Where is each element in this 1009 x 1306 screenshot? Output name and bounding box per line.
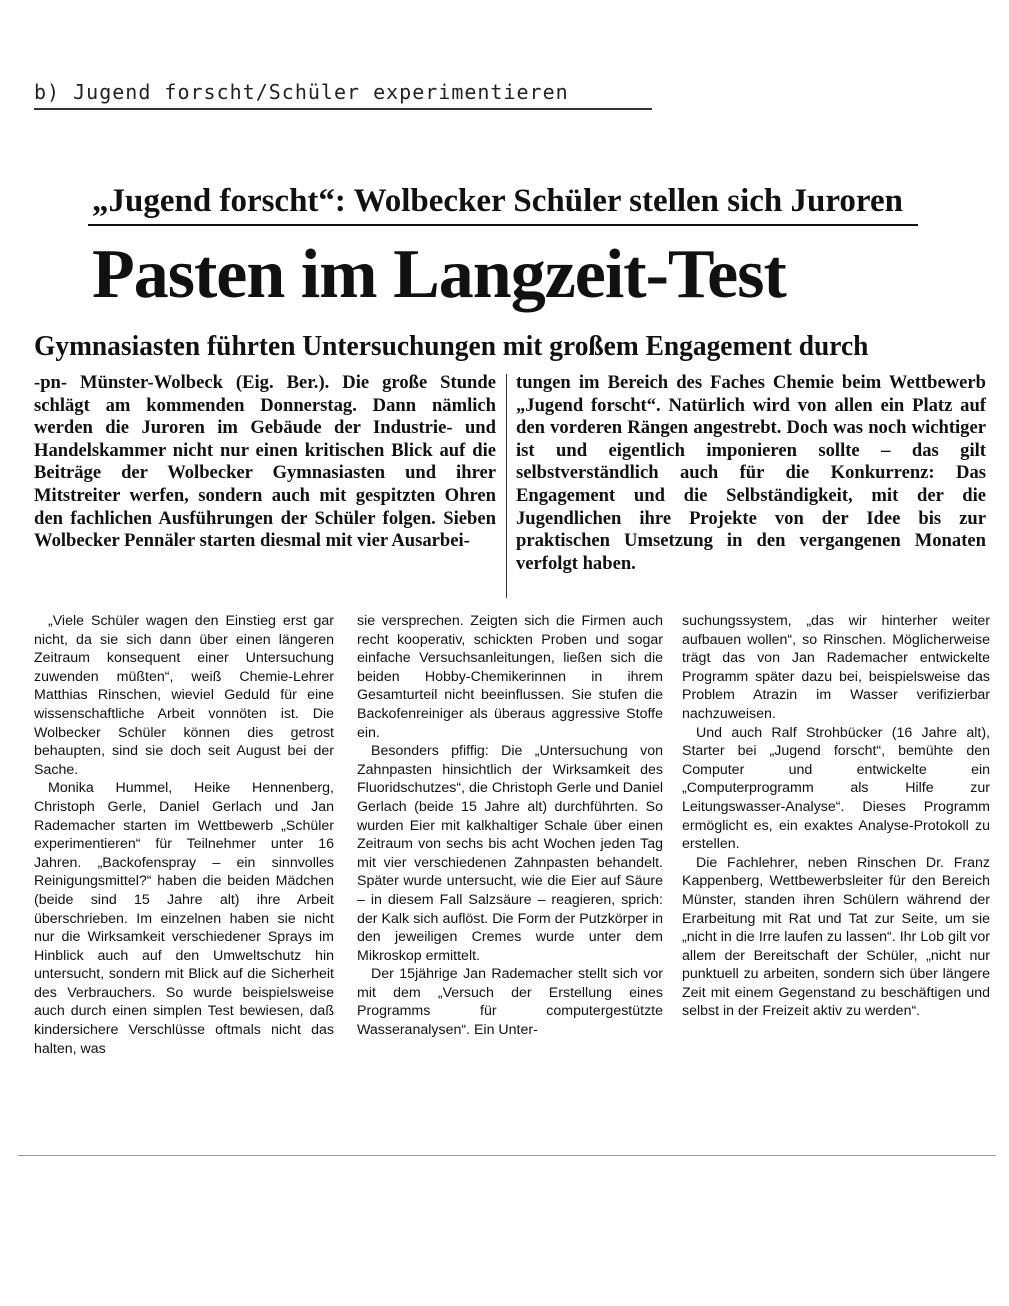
body-paragraph: Monika Hummel, Heike Hennenberg, Christoph Gerle, Daniel Gerlach und Jan Rademacher starten im Wettbewerb „Schüler experimentieren“ für Teilnehmer unter 16 Jahren. „Backofenspray – ein sinnvolles Reinigungsmittel?“ haben die beiden Mädchen (beide sind 15 Jahre alt) ihre Arbeit überschrieben. Im einzelnen haben sie nicht nur die Wirksamkeit verschiedener Sprays im Hinblick auch auf den Umweltschutz hin untersucht, sondern mit Blick auf die Sicherheit des Verbrauchers. So wurde beispielsweise auch durch einen simplen Test bewiesen, daß kindersichere Verschlüsse oftmals nicht das halten, was xyxy=(34,780,334,1057)
body-paragraph: sie versprechen. Zeigten sich die Firmen auch recht kooperativ, schickten Proben und sogar einfache Versuchsanleitungen, ließen sich die beiden Hobby-Chemikerinnen in ihrem Gesamturteil nicht beeinflussen. Sie stufen die Backofenreiniger als überaus aggressive Stoffe ein. xyxy=(357,613,663,741)
lead-paragraph-left: -pn- Münster-Wolbeck (Eig. Ber.). Die große Stunde schlägt am kommenden Donnerstag. Dann nämlich werden die Juroren im Gebäude der Industrie- und Handelskammer nicht nur einen kritischen Blick auf die Beiträge der Wolbecker Gymnasiasten und ihrer Mitstreiter werfen, sondern auch mit gespitzten Ohren den fachlichen Ausführungen der Schüler folgen. Sieben Wolbecker Pennäler starten diesmal mit vier Ausarbei- xyxy=(34,372,496,552)
body-column-2 xyxy=(357,612,663,1040)
subheadline: Gymnasiasten führten Untersuchungen mit großem Engagement durch xyxy=(34,331,869,362)
file-label: b) Jugend forscht/Schüler experimentieren xyxy=(34,80,569,104)
clipping-bottom-edge xyxy=(18,1155,996,1156)
lead-paragraph-right: tungen im Bereich des Faches Chemie beim Wettbewerb „Jugend forscht“. Natürlich wird von allen ein Platz auf den vorderen Rängen angestrebt. Doch was noch wichtiger ist und eigentlich imponieren sollte – das gilt selbstverständlich auch für die Konkurrenz: Das Engagement und die Selbständigkeit, mit der die Jugendlichen ihre Projekte von der Idee bis zur praktischen Umsetzung in den vergangenen Monaten verfolgt haben. xyxy=(516,372,986,574)
lead-column-right xyxy=(516,372,986,575)
body-column-3 xyxy=(682,612,990,1021)
lead-column-left xyxy=(34,372,496,553)
main-headline: Pasten im Langzeit-Test xyxy=(92,236,786,313)
kicker-headline: „Jugend forscht“: Wolbecker Schüler stellen sich Juroren xyxy=(92,183,903,219)
kicker-rule xyxy=(88,224,918,226)
body-paragraph: Besonders pfiffig: Die „Untersuchung von Zahnpasten hinsichtlich der Wirksamkeit des Fluoridschutzes“, die Christoph Gerle und Daniel Gerlach (beide 15 Jahre alt) durchführten. So wurden Eier mit kalkhaltiger Schale über einen Zeitraum von sechs bis acht Wochen jeden Tag mit vier verschiedenen Zahnpasten behandelt. Später wurde untersucht, wie die Eier auf Säure – in diesem Fall Salzsäure – reagieren, sprich: der Kalk sich auflöst. Die Form der Putzkörper in den jeweiligen Cremes wurde unter dem Mikroskop ermittelt. xyxy=(357,743,663,964)
body-paragraph: Die Fachlehrer, neben Rinschen Dr. Franz Kappenberg, Wettbewerbsleiter für den Bereich Münster, standen ihren Schülern während der Erarbeitung mit Rat und Tat zur Seite, um sie „nicht in die Irre laufen zu lassen“. Ihr Lob gilt vor allem der Bereitschaft der Schüler, „nicht nur punktuell zu arbeiten, sondern sich über längere Zeit mit einem Gegenstand zu beschäftigen und selbst in der Freizeit aktiv zu werden“. xyxy=(682,854,990,1020)
body-paragraph: „Viele Schüler wagen den Einstieg erst gar nicht, da sie sich dann über einen längeren Zeitraum konsequent einer Untersuchung zuwenden müßten“, weiß Chemie-Lehrer Matthias Rinschen, wieviel Geduld für eine wissenschaftliche Arbeit vonnöten ist. Die Wolbecker Schüler können dies getrost behaupten, sind sie doch seit August bei der Sache. xyxy=(34,613,334,778)
body-paragraph: Der 15jährige Jan Rademacher stellt sich vor mit dem „Versuch der Erstellung eines Programms für computergestützte Wasseranalysen“. Ein Unter- xyxy=(357,966,663,1039)
body-column-1 xyxy=(34,612,334,1058)
lead-column-divider xyxy=(506,374,507,598)
body-paragraph: Und auch Ralf Strohbücker (16 Jahre alt), Starter bei „Jugend forscht“, bemühte den Computer und entwickelte ein „Computerprogramm als Hilfe zur Leitungswasser-Analyse“. Dieses Programm ermöglicht es, ein exaktes Analyse-Protokoll zu erstellen. xyxy=(682,724,990,853)
file-label-underline xyxy=(34,108,652,110)
body-paragraph: suchungssystem, „das wir hinterher weiter aufbauen wollen“, so Rinschen. Möglicherweise trägt das von Jan Rademacher entwickelte Programm später dazu bei, beispielsweise das Problem Atrazin im Wasser verifizierbar nachzuweisen. xyxy=(682,613,990,722)
